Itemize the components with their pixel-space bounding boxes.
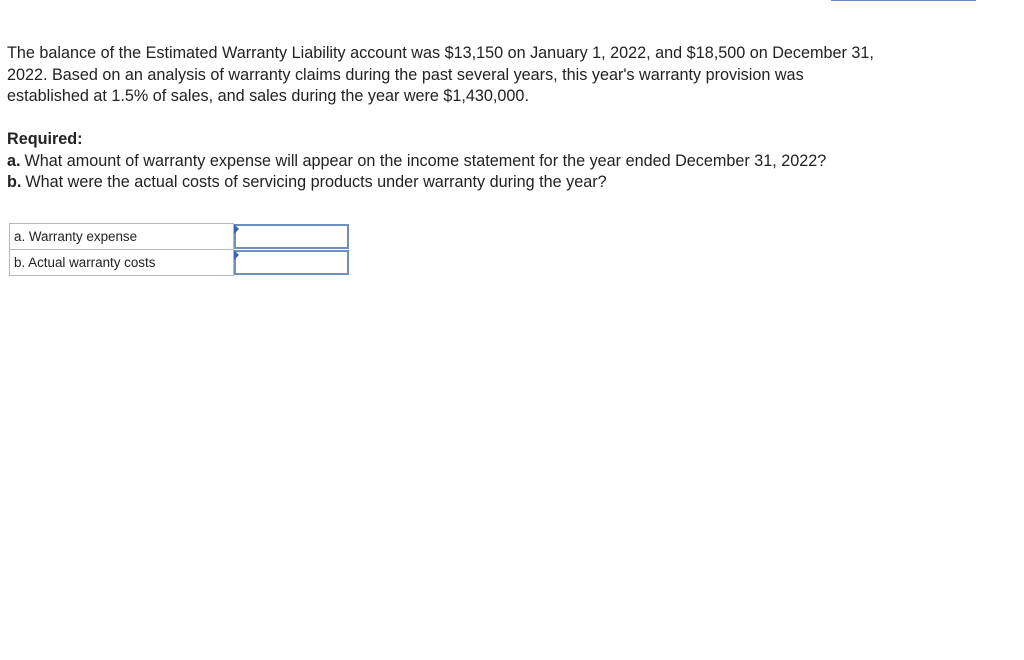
question-b-text: What were the actual costs of servicing products under warranty during the year? bbox=[25, 173, 607, 191]
top-divider bbox=[831, 0, 976, 1]
question-b-letter: b. bbox=[7, 173, 22, 191]
question-a bbox=[7, 151, 987, 173]
actual-warranty-costs-label: b. Actual warranty costs bbox=[10, 250, 234, 276]
warranty-expense-label: a. Warranty expense bbox=[10, 224, 234, 250]
warranty-expense-cell bbox=[234, 224, 350, 250]
actual-warranty-costs-cell bbox=[234, 250, 350, 276]
problem-line-1: The balance of the Estimated Warranty Liability account was $13,150 on January 1, 2022, and $18,500 on December 31, bbox=[7, 44, 874, 62]
problem-line-2: 2022. Based on an analysis of warranty claims during the past several years, this year's warranty provision was bbox=[7, 65, 804, 84]
question-a-letter: a. bbox=[7, 151, 21, 170]
question-b bbox=[7, 172, 987, 194]
required-section bbox=[7, 129, 987, 194]
required-heading: Required: bbox=[7, 130, 83, 148]
answer-table bbox=[9, 223, 350, 276]
table-row bbox=[10, 224, 350, 250]
warranty-expense-input[interactable] bbox=[234, 224, 349, 249]
table-row bbox=[10, 250, 350, 276]
problem-statement bbox=[7, 43, 967, 108]
actual-warranty-costs-input[interactable] bbox=[234, 250, 349, 275]
problem-line-3: established at 1.5% of sales, and sales during the year were $1,430,000. bbox=[7, 87, 529, 105]
input-marker-icon bbox=[234, 224, 239, 234]
question-a-text: What amount of warranty expense will appear on the income statement for the year ended December 31, 2022? bbox=[24, 151, 827, 170]
input-marker-icon bbox=[234, 250, 239, 260]
